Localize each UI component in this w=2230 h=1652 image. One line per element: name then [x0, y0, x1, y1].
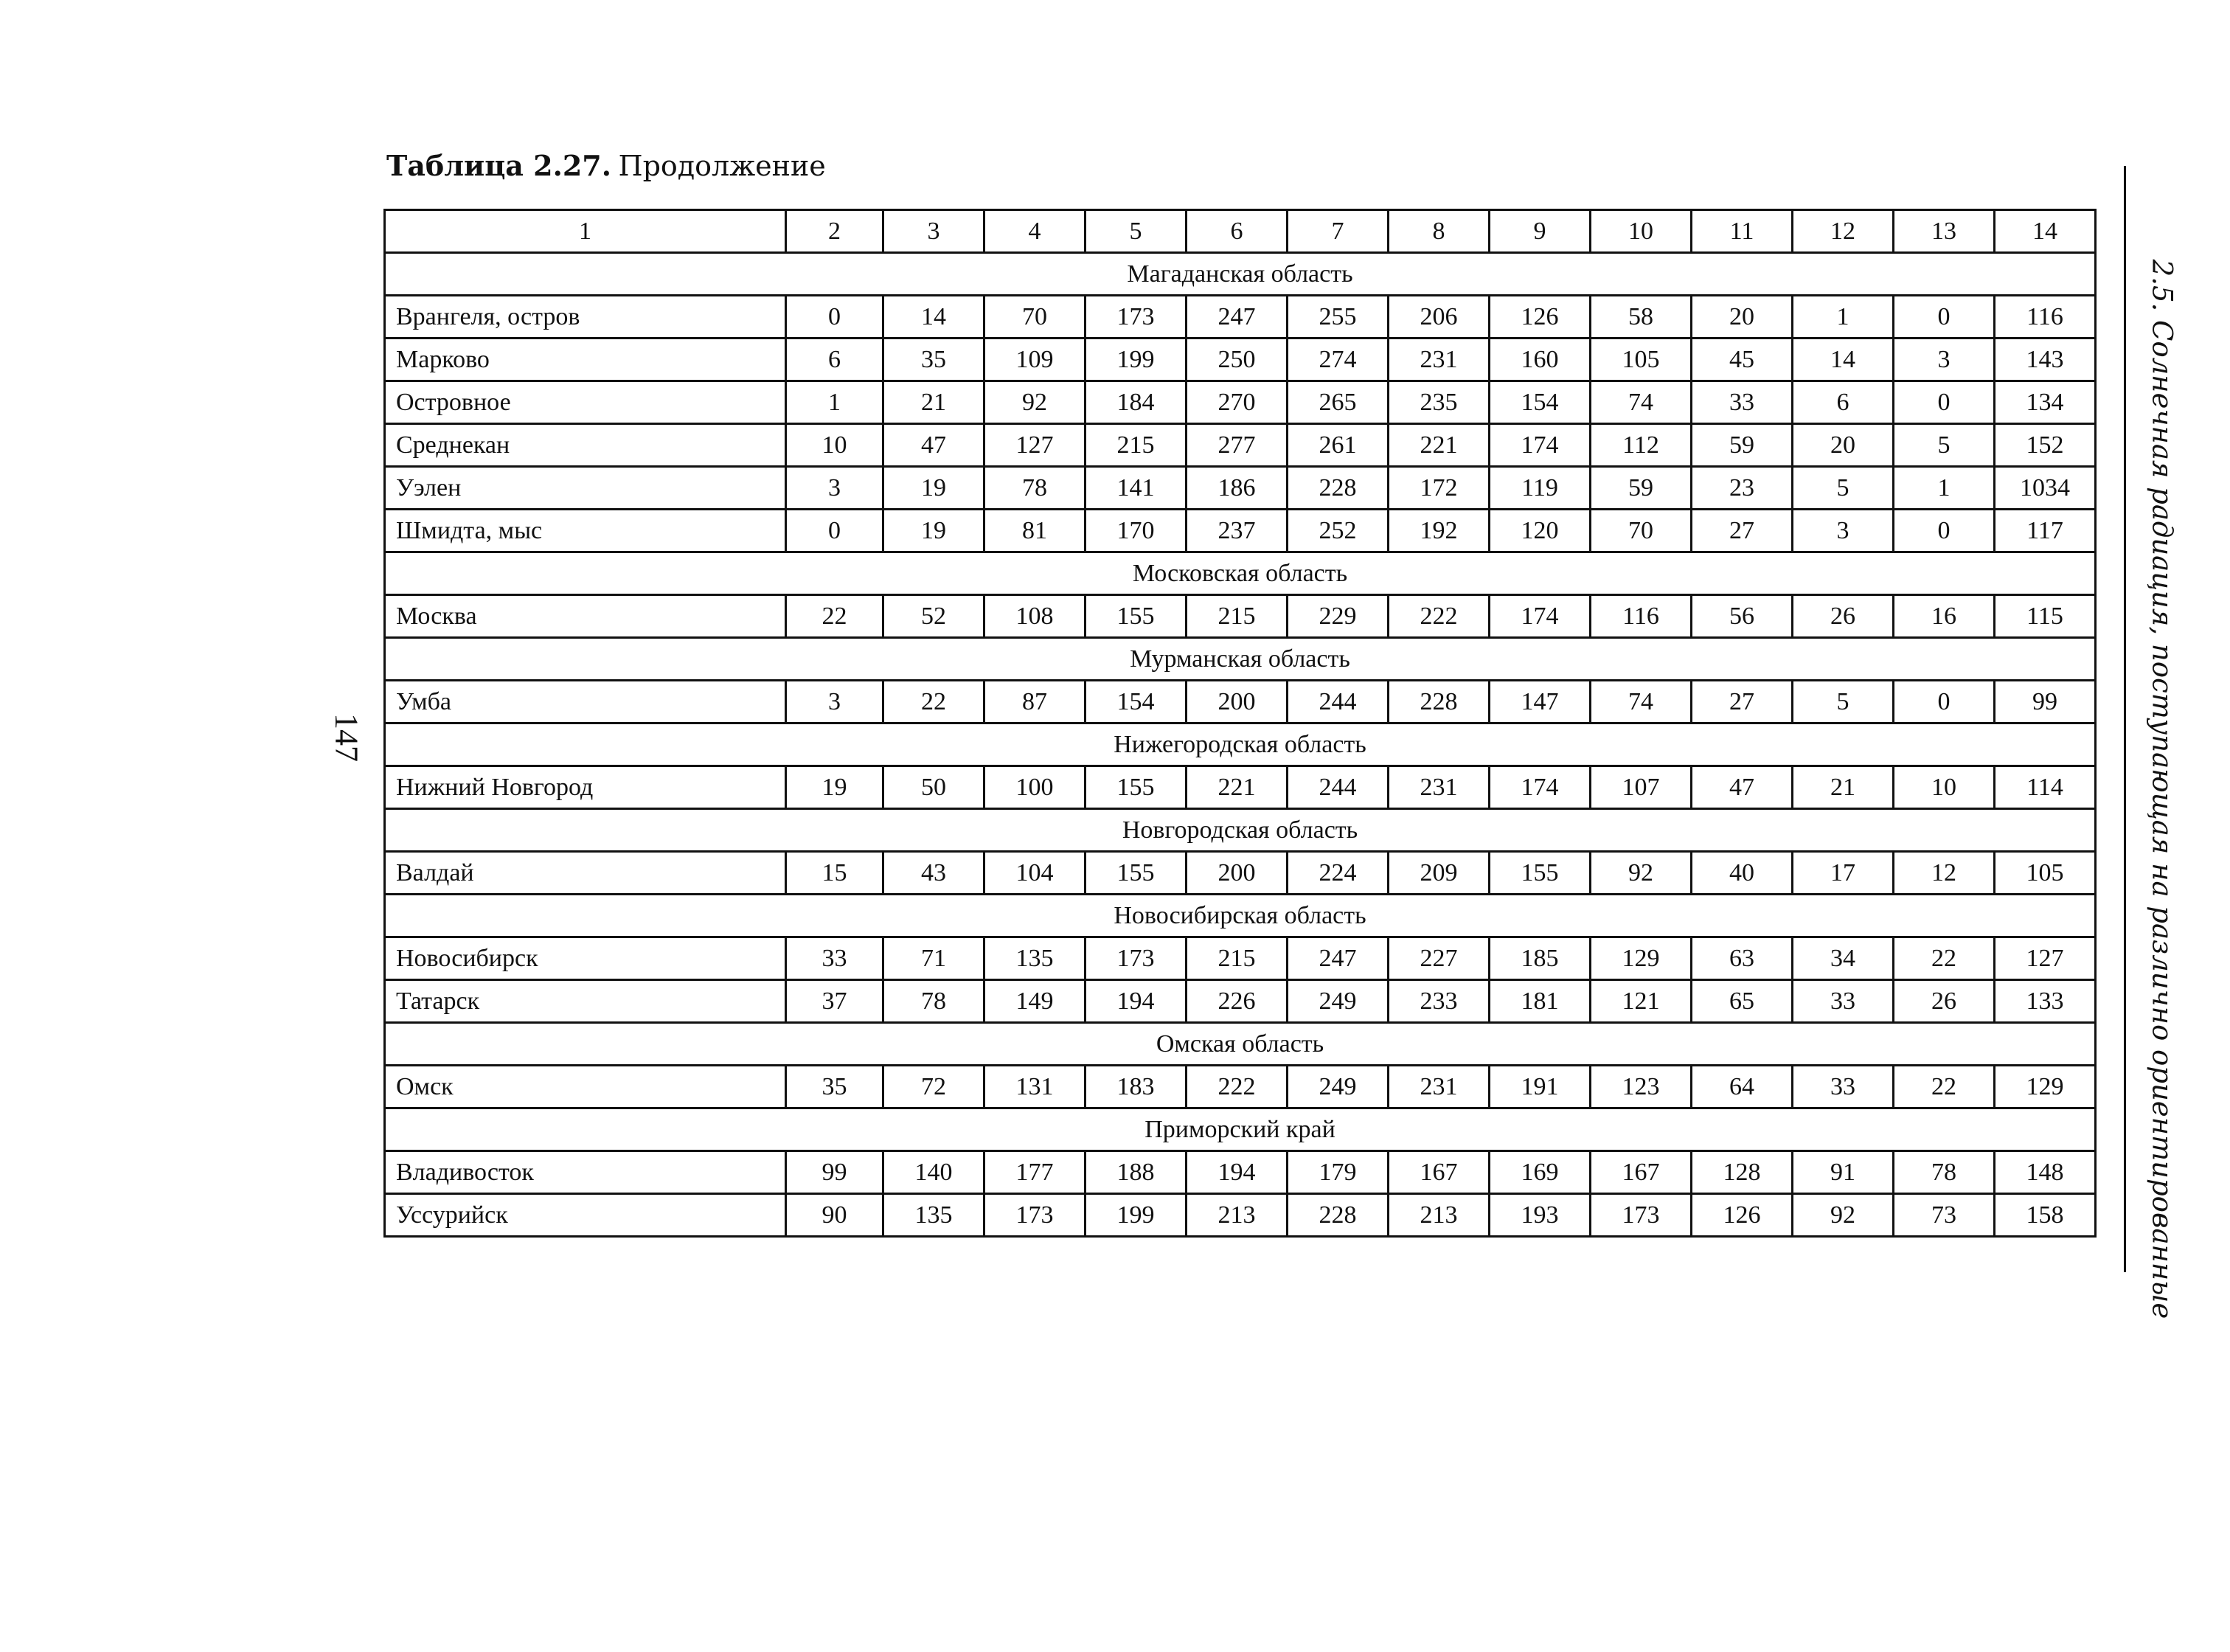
- value-cell: 194: [1086, 980, 1187, 1023]
- value-cell: 179: [1288, 1151, 1389, 1194]
- value-cell: 172: [1389, 467, 1490, 510]
- value-cell: 228: [1288, 1194, 1389, 1237]
- column-header-cell: 7: [1288, 210, 1389, 253]
- station-name-cell: Врангеля, остров: [385, 296, 786, 339]
- value-cell: 71: [883, 937, 984, 980]
- region-header-cell: Новгородская область: [385, 809, 2096, 852]
- value-cell: 59: [1692, 424, 1793, 467]
- region-header-cell: Московская область: [385, 552, 2096, 595]
- value-cell: 173: [1086, 296, 1187, 339]
- table-caption: [386, 149, 826, 182]
- value-cell: 215: [1187, 595, 1288, 638]
- value-cell: 43: [883, 852, 984, 895]
- table-caption-label: Таблица 2.27.: [386, 149, 611, 182]
- value-cell: 74: [1591, 681, 1692, 723]
- value-cell: 119: [1490, 467, 1591, 510]
- value-cell: 188: [1086, 1151, 1187, 1194]
- value-cell: 249: [1288, 980, 1389, 1023]
- table-row: [385, 381, 2096, 424]
- value-cell: 0: [1894, 681, 1995, 723]
- value-cell: 65: [1692, 980, 1793, 1023]
- value-cell: 14: [883, 296, 984, 339]
- station-name-cell: Нижний Новгород: [385, 766, 786, 809]
- value-cell: 126: [1490, 296, 1591, 339]
- value-cell: 26: [1894, 980, 1995, 1023]
- column-header-cell: 8: [1389, 210, 1490, 253]
- value-cell: 105: [1591, 339, 1692, 381]
- value-cell: 92: [1793, 1194, 1894, 1237]
- table-row: [385, 424, 2096, 467]
- table-body: [385, 210, 2096, 1237]
- station-name-cell: Татарск: [385, 980, 786, 1023]
- table-row: [385, 766, 2096, 809]
- region-header-cell: Омская область: [385, 1023, 2096, 1066]
- value-cell: 21: [883, 381, 984, 424]
- value-cell: 155: [1490, 852, 1591, 895]
- value-cell: 27: [1692, 681, 1793, 723]
- value-cell: 222: [1187, 1066, 1288, 1108]
- value-cell: 169: [1490, 1151, 1591, 1194]
- value-cell: 181: [1490, 980, 1591, 1023]
- value-cell: 215: [1187, 937, 1288, 980]
- column-header-cell: 1: [385, 210, 786, 253]
- value-cell: 5: [1894, 424, 1995, 467]
- value-cell: 247: [1187, 296, 1288, 339]
- value-cell: 99: [1995, 681, 2096, 723]
- value-cell: 170: [1086, 510, 1187, 552]
- value-cell: 70: [1591, 510, 1692, 552]
- value-cell: 47: [1692, 766, 1793, 809]
- station-name-cell: Шмидта, мыс: [385, 510, 786, 552]
- value-cell: 26: [1793, 595, 1894, 638]
- value-cell: 81: [984, 510, 1086, 552]
- value-cell: 155: [1086, 852, 1187, 895]
- value-cell: 37: [786, 980, 883, 1023]
- value-cell: 261: [1288, 424, 1389, 467]
- value-cell: 52: [883, 595, 984, 638]
- value-cell: 277: [1187, 424, 1288, 467]
- value-cell: 247: [1288, 937, 1389, 980]
- value-cell: 20: [1692, 296, 1793, 339]
- value-cell: 128: [1692, 1151, 1793, 1194]
- station-name-cell: Москва: [385, 595, 786, 638]
- value-cell: 70: [984, 296, 1086, 339]
- value-cell: 3: [786, 467, 883, 510]
- value-cell: 173: [1086, 937, 1187, 980]
- value-cell: 184: [1086, 381, 1187, 424]
- value-cell: 14: [1793, 339, 1894, 381]
- value-cell: 249: [1288, 1066, 1389, 1108]
- value-cell: 174: [1490, 424, 1591, 467]
- column-header-cell: 5: [1086, 210, 1187, 253]
- value-cell: 192: [1389, 510, 1490, 552]
- value-cell: 215: [1086, 424, 1187, 467]
- region-row: [385, 723, 2096, 766]
- value-cell: 12: [1894, 852, 1995, 895]
- value-cell: 206: [1389, 296, 1490, 339]
- value-cell: 20: [1793, 424, 1894, 467]
- value-cell: 209: [1389, 852, 1490, 895]
- value-cell: 117: [1995, 510, 2096, 552]
- value-cell: 0: [786, 296, 883, 339]
- value-cell: 0: [1894, 296, 1995, 339]
- value-cell: 152: [1995, 424, 2096, 467]
- value-cell: 235: [1389, 381, 1490, 424]
- value-cell: 213: [1389, 1194, 1490, 1237]
- value-cell: 58: [1591, 296, 1692, 339]
- value-cell: 99: [786, 1151, 883, 1194]
- station-name-cell: Марково: [385, 339, 786, 381]
- value-cell: 1: [1894, 467, 1995, 510]
- value-cell: 27: [1692, 510, 1793, 552]
- value-cell: 231: [1389, 1066, 1490, 1108]
- table-row: [385, 296, 2096, 339]
- value-cell: 221: [1187, 766, 1288, 809]
- table-caption-text: Продолжение: [618, 150, 826, 182]
- value-cell: 0: [786, 510, 883, 552]
- value-cell: 227: [1389, 937, 1490, 980]
- value-cell: 78: [984, 467, 1086, 510]
- value-cell: 3: [1793, 510, 1894, 552]
- value-cell: 92: [1591, 852, 1692, 895]
- value-cell: 213: [1187, 1194, 1288, 1237]
- table-row: [385, 1066, 2096, 1108]
- value-cell: 90: [786, 1194, 883, 1237]
- value-cell: 224: [1288, 852, 1389, 895]
- station-name-cell: Валдай: [385, 852, 786, 895]
- value-cell: 186: [1187, 467, 1288, 510]
- value-cell: 127: [984, 424, 1086, 467]
- column-header-cell: 10: [1591, 210, 1692, 253]
- value-cell: 74: [1591, 381, 1692, 424]
- value-cell: 231: [1389, 766, 1490, 809]
- value-cell: 173: [984, 1194, 1086, 1237]
- value-cell: 33: [786, 937, 883, 980]
- value-cell: 0: [1894, 381, 1995, 424]
- value-cell: 155: [1086, 766, 1187, 809]
- value-cell: 104: [984, 852, 1086, 895]
- value-cell: 22: [786, 595, 883, 638]
- region-row: [385, 1108, 2096, 1151]
- value-cell: 221: [1389, 424, 1490, 467]
- value-cell: 50: [883, 766, 984, 809]
- value-cell: 200: [1187, 852, 1288, 895]
- value-cell: 120: [1490, 510, 1591, 552]
- region-row: [385, 552, 2096, 595]
- value-cell: 158: [1995, 1194, 2096, 1237]
- table-row: [385, 852, 2096, 895]
- value-cell: 0: [1894, 510, 1995, 552]
- value-cell: 22: [1894, 1066, 1995, 1108]
- column-header-cell: 12: [1793, 210, 1894, 253]
- value-cell: 135: [984, 937, 1086, 980]
- table-row: [385, 1151, 2096, 1194]
- value-cell: 115: [1995, 595, 2096, 638]
- value-cell: 78: [883, 980, 984, 1023]
- value-cell: 63: [1692, 937, 1793, 980]
- value-cell: 134: [1995, 381, 2096, 424]
- value-cell: 112: [1591, 424, 1692, 467]
- table-header-row: [385, 210, 2096, 253]
- value-cell: 126: [1692, 1194, 1793, 1237]
- region-header-cell: Новосибирская область: [385, 895, 2096, 937]
- table-row: [385, 980, 2096, 1023]
- value-cell: 116: [1591, 595, 1692, 638]
- value-cell: 19: [786, 766, 883, 809]
- solar-radiation-table: [383, 209, 2097, 1238]
- value-cell: 22: [883, 681, 984, 723]
- value-cell: 3: [1894, 339, 1995, 381]
- value-cell: 147: [1490, 681, 1591, 723]
- value-cell: 154: [1086, 681, 1187, 723]
- value-cell: 64: [1692, 1066, 1793, 1108]
- value-cell: 229: [1288, 595, 1389, 638]
- value-cell: 233: [1389, 980, 1490, 1023]
- value-cell: 191: [1490, 1066, 1591, 1108]
- value-cell: 108: [984, 595, 1086, 638]
- value-cell: 3: [786, 681, 883, 723]
- value-cell: 33: [1793, 980, 1894, 1023]
- region-row: [385, 1023, 2096, 1066]
- value-cell: 143: [1995, 339, 2096, 381]
- region-row: [385, 809, 2096, 852]
- value-cell: 228: [1288, 467, 1389, 510]
- value-cell: 34: [1793, 937, 1894, 980]
- column-header-cell: 9: [1490, 210, 1591, 253]
- value-cell: 154: [1490, 381, 1591, 424]
- region-header-cell: Мурманская область: [385, 638, 2096, 681]
- value-cell: 5: [1793, 681, 1894, 723]
- column-header-cell: 14: [1995, 210, 2096, 253]
- value-cell: 22: [1894, 937, 1995, 980]
- value-cell: 40: [1692, 852, 1793, 895]
- column-header-cell: 13: [1894, 210, 1995, 253]
- value-cell: 59: [1591, 467, 1692, 510]
- value-cell: 200: [1187, 681, 1288, 723]
- value-cell: 116: [1995, 296, 2096, 339]
- value-cell: 17: [1793, 852, 1894, 895]
- value-cell: 252: [1288, 510, 1389, 552]
- value-cell: 174: [1490, 595, 1591, 638]
- region-row: [385, 253, 2096, 296]
- value-cell: 114: [1995, 766, 2096, 809]
- table-row: [385, 467, 2096, 510]
- value-cell: 6: [1793, 381, 1894, 424]
- column-header-cell: 6: [1187, 210, 1288, 253]
- value-cell: 149: [984, 980, 1086, 1023]
- station-name-cell: Владивосток: [385, 1151, 786, 1194]
- region-row: [385, 895, 2096, 937]
- value-cell: 15: [786, 852, 883, 895]
- value-cell: 105: [1995, 852, 2096, 895]
- value-cell: 174: [1490, 766, 1591, 809]
- region-header-cell: Нижегородская область: [385, 723, 2096, 766]
- value-cell: 250: [1187, 339, 1288, 381]
- running-header: 2.5. Солнечная радиация, поступающая на различно ориентированные: [2146, 259, 2178, 1319]
- value-cell: 226: [1187, 980, 1288, 1023]
- value-cell: 194: [1187, 1151, 1288, 1194]
- region-row: [385, 638, 2096, 681]
- value-cell: 193: [1490, 1194, 1591, 1237]
- value-cell: 133: [1995, 980, 2096, 1023]
- value-cell: 167: [1591, 1151, 1692, 1194]
- table-row: [385, 595, 2096, 638]
- value-cell: 23: [1692, 467, 1793, 510]
- value-cell: 19: [883, 467, 984, 510]
- station-name-cell: Умба: [385, 681, 786, 723]
- value-cell: 129: [1591, 937, 1692, 980]
- value-cell: 6: [786, 339, 883, 381]
- value-cell: 19: [883, 510, 984, 552]
- station-name-cell: Уэлен: [385, 467, 786, 510]
- value-cell: 173: [1591, 1194, 1692, 1237]
- value-cell: 129: [1995, 1066, 2096, 1108]
- value-cell: 237: [1187, 510, 1288, 552]
- value-cell: 231: [1389, 339, 1490, 381]
- value-cell: 160: [1490, 339, 1591, 381]
- column-header-cell: 11: [1692, 210, 1793, 253]
- value-cell: 87: [984, 681, 1086, 723]
- page-number: 147: [328, 713, 365, 762]
- value-cell: 177: [984, 1151, 1086, 1194]
- value-cell: 35: [786, 1066, 883, 1108]
- value-cell: 5: [1793, 467, 1894, 510]
- value-cell: 45: [1692, 339, 1793, 381]
- value-cell: 33: [1692, 381, 1793, 424]
- value-cell: 123: [1591, 1066, 1692, 1108]
- value-cell: 185: [1490, 937, 1591, 980]
- value-cell: 199: [1086, 339, 1187, 381]
- value-cell: 1: [1793, 296, 1894, 339]
- value-cell: 155: [1086, 595, 1187, 638]
- value-cell: 270: [1187, 381, 1288, 424]
- running-header-rule: [2124, 166, 2126, 1272]
- station-name-cell: Среднекан: [385, 424, 786, 467]
- value-cell: 167: [1389, 1151, 1490, 1194]
- value-cell: 244: [1288, 766, 1389, 809]
- station-name-cell: Островное: [385, 381, 786, 424]
- value-cell: 47: [883, 424, 984, 467]
- value-cell: 140: [883, 1151, 984, 1194]
- value-cell: 92: [984, 381, 1086, 424]
- region-header-cell: Магаданская область: [385, 253, 2096, 296]
- value-cell: 183: [1086, 1066, 1187, 1108]
- value-cell: 107: [1591, 766, 1692, 809]
- value-cell: 199: [1086, 1194, 1187, 1237]
- table-row: [385, 1194, 2096, 1237]
- value-cell: 78: [1894, 1151, 1995, 1194]
- table-row: [385, 681, 2096, 723]
- value-cell: 35: [883, 339, 984, 381]
- column-header-cell: 4: [984, 210, 1086, 253]
- value-cell: 222: [1389, 595, 1490, 638]
- value-cell: 72: [883, 1066, 984, 1108]
- value-cell: 33: [1793, 1066, 1894, 1108]
- value-cell: 73: [1894, 1194, 1995, 1237]
- value-cell: 109: [984, 339, 1086, 381]
- value-cell: 1: [786, 381, 883, 424]
- station-name-cell: Уссурийск: [385, 1194, 786, 1237]
- value-cell: 1034: [1995, 467, 2096, 510]
- value-cell: 56: [1692, 595, 1793, 638]
- value-cell: 16: [1894, 595, 1995, 638]
- value-cell: 10: [786, 424, 883, 467]
- value-cell: 21: [1793, 766, 1894, 809]
- value-cell: 100: [984, 766, 1086, 809]
- value-cell: 255: [1288, 296, 1389, 339]
- value-cell: 91: [1793, 1151, 1894, 1194]
- table-row: [385, 339, 2096, 381]
- table-row: [385, 510, 2096, 552]
- value-cell: 265: [1288, 381, 1389, 424]
- table-row: [385, 937, 2096, 980]
- value-cell: 228: [1389, 681, 1490, 723]
- value-cell: 244: [1288, 681, 1389, 723]
- value-cell: 121: [1591, 980, 1692, 1023]
- station-name-cell: Омск: [385, 1066, 786, 1108]
- value-cell: 131: [984, 1066, 1086, 1108]
- value-cell: 10: [1894, 766, 1995, 809]
- column-header-cell: 3: [883, 210, 984, 253]
- value-cell: 148: [1995, 1151, 2096, 1194]
- value-cell: 141: [1086, 467, 1187, 510]
- value-cell: 135: [883, 1194, 984, 1237]
- station-name-cell: Новосибирск: [385, 937, 786, 980]
- value-cell: 274: [1288, 339, 1389, 381]
- column-header-cell: 2: [786, 210, 883, 253]
- value-cell: 127: [1995, 937, 2096, 980]
- region-header-cell: Приморский край: [385, 1108, 2096, 1151]
